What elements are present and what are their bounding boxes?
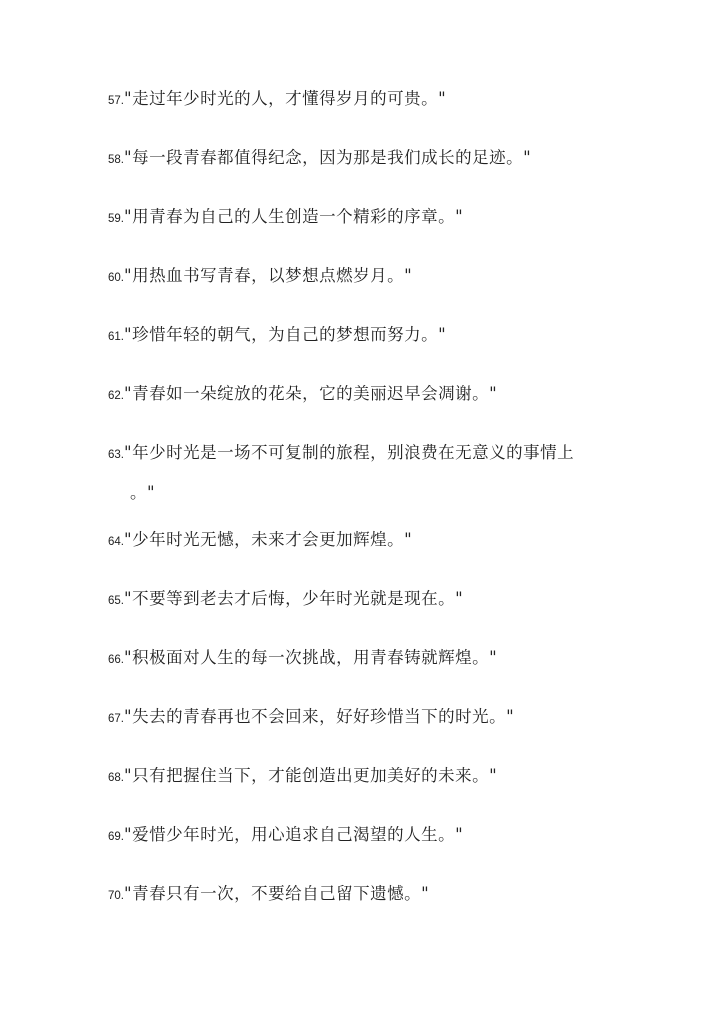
quote-text: "每一段青春都值得纪念，因为那是我们成长的足迹。" (124, 148, 532, 167)
quote-text: "青春只有一次，不要给自己留下遗憾。" (124, 884, 430, 903)
item-number: 66. (108, 654, 124, 666)
list-item (108, 582, 648, 618)
list-item (108, 877, 648, 913)
item-number: 61. (108, 331, 124, 343)
list-item (108, 377, 648, 413)
item-number: 63. (108, 449, 124, 461)
item-number: 70. (108, 890, 124, 902)
quote-text: "年少时光是一场不可复制的旅程，别浪费在无意义的事情上 (124, 443, 575, 462)
list-item (108, 641, 648, 677)
quote-text: "失去的青春再也不会回来，好好珍惜当下的时光。" (124, 707, 515, 726)
item-number: 57. (108, 95, 124, 107)
item-number: 58. (108, 154, 124, 166)
list-item (108, 759, 648, 795)
quote-text: "珍惜年轻的朝气，为自己的梦想而努力。" (124, 325, 447, 344)
quote-text-continuation: 。" (130, 483, 156, 502)
list-item (108, 700, 648, 736)
quote-text: "积极面对人生的每一次挑战，用青春铸就辉煌。" (124, 648, 498, 667)
item-number: 59. (108, 213, 124, 225)
quote-list (108, 82, 648, 936)
quote-text: "少年时光无憾，未来才会更加辉煌。" (124, 530, 413, 549)
item-number: 64. (108, 536, 124, 548)
list-item (108, 318, 648, 354)
quote-text: "爱惜少年时光，用心追求自己渴望的人生。" (124, 825, 464, 844)
quote-text: "走过年少时光的人，才懂得岁月的可贵。" (124, 89, 447, 108)
item-number: 65. (108, 595, 124, 607)
quote-text: "用青春为自己的人生创造一个精彩的序章。" (124, 207, 464, 226)
item-number: 67. (108, 713, 124, 725)
quote-text: "青春如一朵绽放的花朵，它的美丽迟早会凋谢。" (124, 384, 498, 403)
list-item (108, 259, 648, 295)
quote-text: "用热血书写青春，以梦想点燃岁月。" (124, 266, 413, 285)
item-number: 68. (108, 772, 124, 784)
item-number: 69. (108, 831, 124, 843)
list-item (108, 426, 648, 510)
list-item (108, 523, 648, 559)
quote-text: "只有把握住当下，才能创造出更加美好的未来。" (124, 766, 498, 785)
list-item (108, 818, 648, 854)
list-item (108, 141, 648, 177)
item-number: 62. (108, 390, 124, 402)
quote-text: "不要等到老去才后悔，少年时光就是现在。" (124, 589, 464, 608)
list-item (108, 200, 648, 236)
list-item (108, 82, 648, 118)
item-number: 60. (108, 272, 124, 284)
